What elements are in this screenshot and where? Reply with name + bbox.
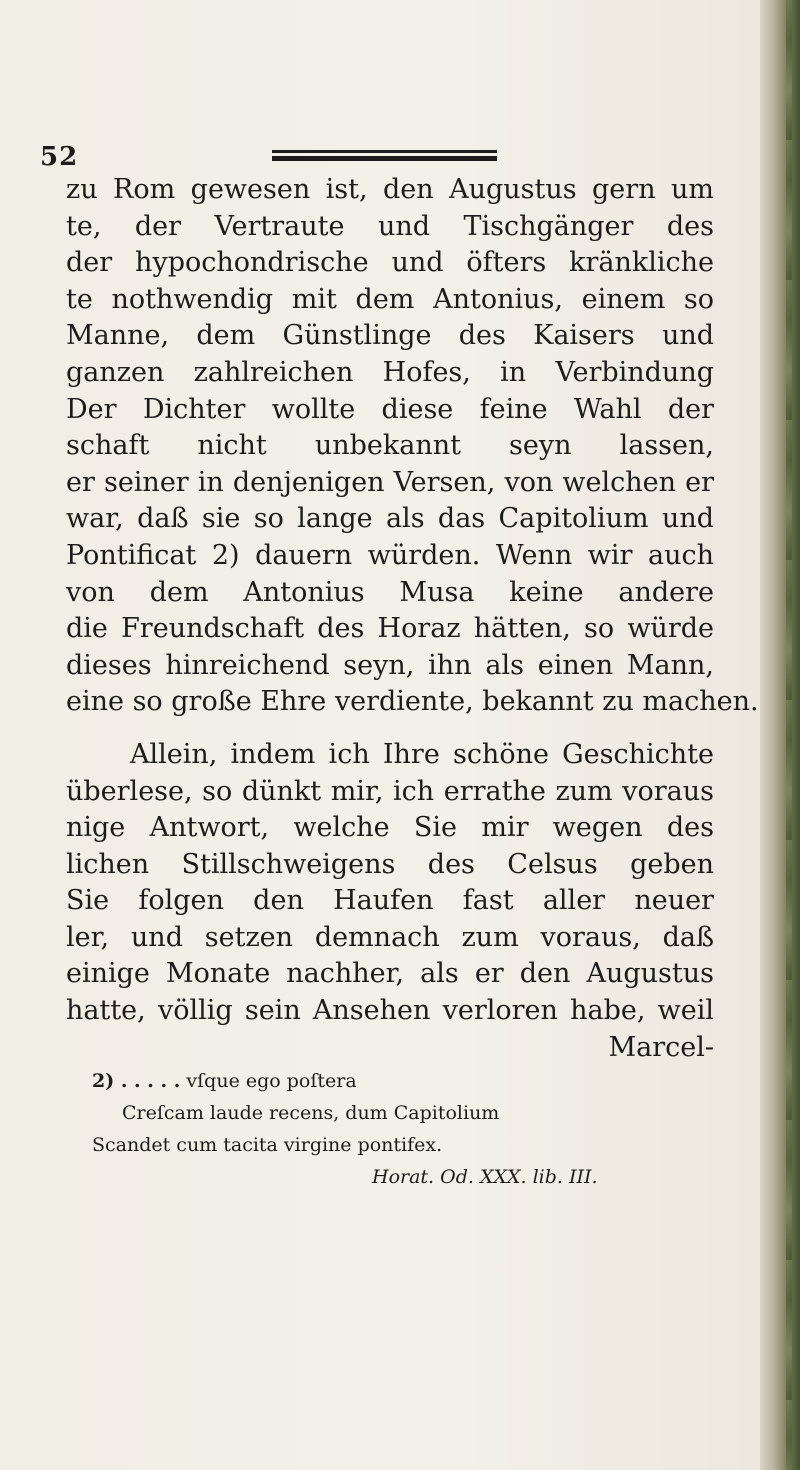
header-rule xyxy=(272,150,497,162)
text-line: Pontificat 2) dauern würden. Wenn wir auch xyxy=(66,539,714,571)
footnote-line-3: Scandet cum tacita virgine pontifex. xyxy=(92,1134,443,1156)
book-spine-edge xyxy=(786,0,792,1470)
text-line: Manne, dem Günstlinge des Kaisers und xyxy=(66,320,714,352)
text-line: Allein, indem ich Ihre schöne Geschichte xyxy=(130,738,714,770)
page-number: 52 xyxy=(40,142,79,172)
text-line: dieses hinreichend seyn, ihn als einen Mann, xyxy=(66,649,714,681)
text-line: ler, und setzen demnach zum voraus, daß xyxy=(66,921,714,953)
text-line: die Freundschaft des Horaz hätten, so würde xyxy=(66,613,714,645)
text-line: überlese, so dünkt mir, ich errathe zum voraus xyxy=(66,775,714,807)
text-line: eine so große Ehre verdiente, bekannt zu machen. xyxy=(66,686,759,718)
footnote-citation: Horat. Od. XXX. lib. III. xyxy=(372,1166,598,1188)
text-line: er seiner in denjenigen Versen, von welchen er xyxy=(66,466,714,498)
text-line: nige Antwort, welche Sie mir wegen des xyxy=(66,812,714,844)
text-line: lichen Stillschweigens des Celsus geben xyxy=(66,848,714,880)
text-line: einige Monate nachher, als er den Augustus xyxy=(66,958,714,990)
text-line: von dem Antonius Musa keine andere xyxy=(66,576,714,608)
footnote-marker: 2) . . . . . xyxy=(92,1070,181,1092)
footnote xyxy=(92,1065,692,1193)
text-line: zu Rom gewesen ist, den Augustus gern um xyxy=(66,174,714,205)
catchword: Marcel- xyxy=(608,1031,714,1063)
footnote-line-2: Creſcam laude recens, dum Capitolium xyxy=(122,1102,500,1124)
header-rule-thick xyxy=(272,156,497,161)
text-line: te nothwendig mit dem Antonius, einem so xyxy=(66,283,714,315)
page-edge xyxy=(760,0,800,1470)
footnote-line-1: vſque ego poſtera xyxy=(186,1070,357,1092)
text-line: hatte, völlig sein Ansehen verloren habe, weil xyxy=(66,995,714,1027)
header-rule-thin xyxy=(272,150,497,153)
text-line: der hypochondrische und öfters kränkliche xyxy=(66,247,714,279)
footnote-first-line xyxy=(92,1065,692,1097)
text-line: schaft nicht unbekannt seyn lassen, xyxy=(66,430,714,462)
text-line: Der Dichter wollte diese feine Wahl der xyxy=(66,393,714,425)
text-line: Sie folgen den Haufen fast aller neuer xyxy=(66,885,714,917)
text-line: war, daß sie so lange als das Capitolium und xyxy=(66,503,714,535)
paragraph-2 xyxy=(66,737,714,1066)
text-line: ganzen zahlreichen Hofes, in Verbindung xyxy=(66,356,714,388)
text-line: te, der Vertraute und Tischgänger des xyxy=(66,210,714,242)
body-text xyxy=(66,172,759,1066)
